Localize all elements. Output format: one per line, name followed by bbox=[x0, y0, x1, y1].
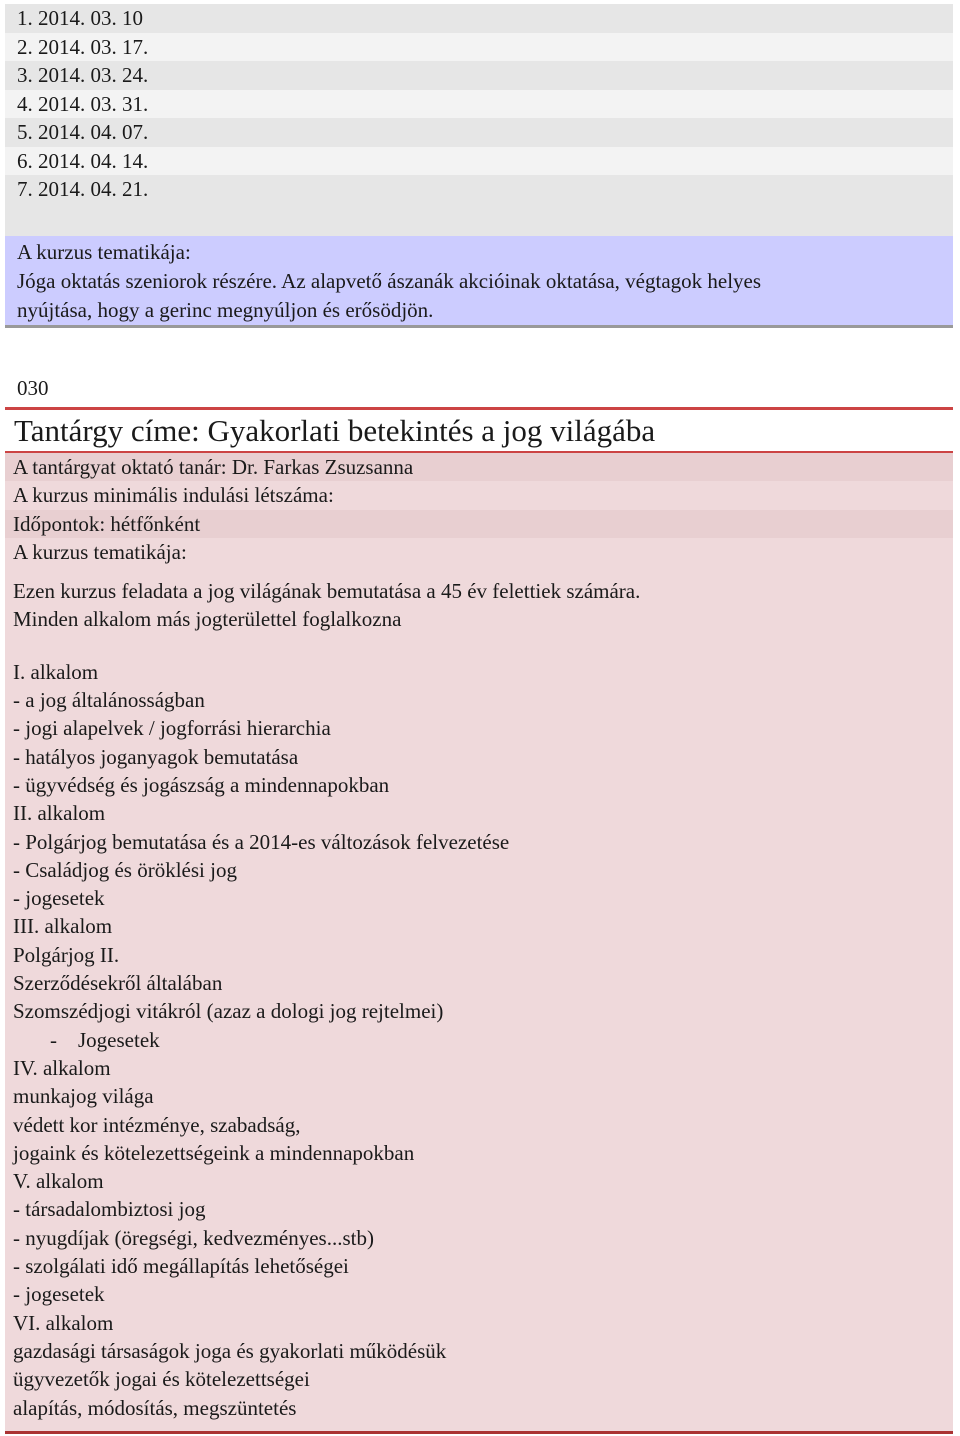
dates-spacer bbox=[5, 204, 953, 238]
session-line: alapítás, módosítás, megszüntetés bbox=[13, 1395, 297, 1420]
session-line: IV. alkalom bbox=[13, 1055, 111, 1080]
session-line: - ügyvédség és jogászság a mindennapokban bbox=[13, 772, 390, 797]
divider bbox=[5, 407, 953, 410]
intro-line: Minden alkalom más jogterülettel foglalkozna bbox=[13, 607, 402, 632]
session-line: jogaink és kötelezettségeink a mindennapokban bbox=[13, 1140, 415, 1165]
session-line: II. alkalom bbox=[13, 801, 106, 826]
session-line: gazdasági társaságok joga és gyakorlati működésük bbox=[13, 1338, 447, 1363]
session-line: III. alkalom bbox=[13, 914, 113, 939]
session-line: - jogesetek bbox=[13, 886, 105, 911]
session-line: I. alkalom bbox=[13, 659, 99, 684]
topic-text-line: nyújtása, hogy a gerinc megnyúljon és erősödjön. bbox=[17, 298, 434, 322]
date-item: 2. 2014. 03. 17. bbox=[5, 33, 953, 62]
session-line: V. alkalom bbox=[13, 1169, 104, 1194]
topic-label: A kurzus tematikája: bbox=[17, 240, 191, 264]
intro-line: Ezen kurzus feladata a jog világának bemutatása a 45 év felettiek számára. bbox=[13, 579, 641, 604]
topic-label: A kurzus tematikája: bbox=[13, 539, 187, 564]
session-line: - a jog általánosságban bbox=[13, 688, 205, 713]
date-item: 5. 2014. 04. 07. bbox=[5, 118, 953, 147]
times: Időpontok: hétfőnként bbox=[5, 510, 953, 538]
session-line: - hatályos joganyagok bemutatása bbox=[13, 744, 299, 769]
session-line: Szomszédjogi vitákról (azaz a dologi jog rejtelmei) bbox=[13, 999, 444, 1024]
session-line: Polgárjog II. bbox=[13, 942, 120, 967]
session-line: - jogesetek bbox=[13, 1282, 105, 1307]
session-line: Szerződésekről általában bbox=[13, 971, 223, 996]
date-item: 1. 2014. 03. 10 bbox=[5, 4, 953, 33]
topic-text-line: Jóga oktatás szeniorok részére. Az alapvető ászanák akcióinak oktatása, végtagok helyes bbox=[17, 269, 762, 293]
session-line: - társadalombiztosi jog bbox=[13, 1197, 206, 1222]
previous-course-topic bbox=[5, 236, 953, 328]
session-line: ügyvezetők jogai és kötelezettségei bbox=[13, 1367, 310, 1392]
date-item: 4. 2014. 03. 31. bbox=[5, 90, 953, 119]
session-line: - jogi alapelvek / jogforrási hierarchia bbox=[13, 716, 331, 741]
session-line: védett kor intézménye, szabadság, bbox=[13, 1112, 301, 1137]
date-item: 3. 2014. 03. 24. bbox=[5, 61, 953, 90]
dates-list bbox=[5, 4, 953, 238]
session-line: - Polgárjog bemutatása és a 2014-es változások felvezetése bbox=[13, 829, 510, 854]
course-title: Tantárgy címe: Gyakorlati betekintés a jog világába bbox=[14, 413, 656, 448]
session-line: - nyugdíjak (öregségi, kedvezményes...stb) bbox=[13, 1225, 374, 1250]
session-line-indented: - Jogesetek bbox=[50, 1027, 160, 1052]
session-line: munkajog világa bbox=[13, 1084, 154, 1109]
course-details bbox=[5, 453, 953, 1434]
teacher: A tantárgyat oktató tanár: Dr. Farkas Zsuzsanna bbox=[5, 453, 953, 481]
session-line: VI. alkalom bbox=[13, 1310, 114, 1335]
session-line: - szolgálati idő megállapítás lehetőségei bbox=[13, 1254, 349, 1279]
date-item: 7. 2014. 04. 21. bbox=[5, 175, 953, 204]
min-count: A kurzus minimális indulási létszáma: bbox=[13, 483, 334, 508]
session-line: - Családjog és öröklési jog bbox=[13, 857, 237, 882]
date-item: 6. 2014. 04. 14. bbox=[5, 147, 953, 176]
course-number: 030 bbox=[17, 376, 49, 400]
